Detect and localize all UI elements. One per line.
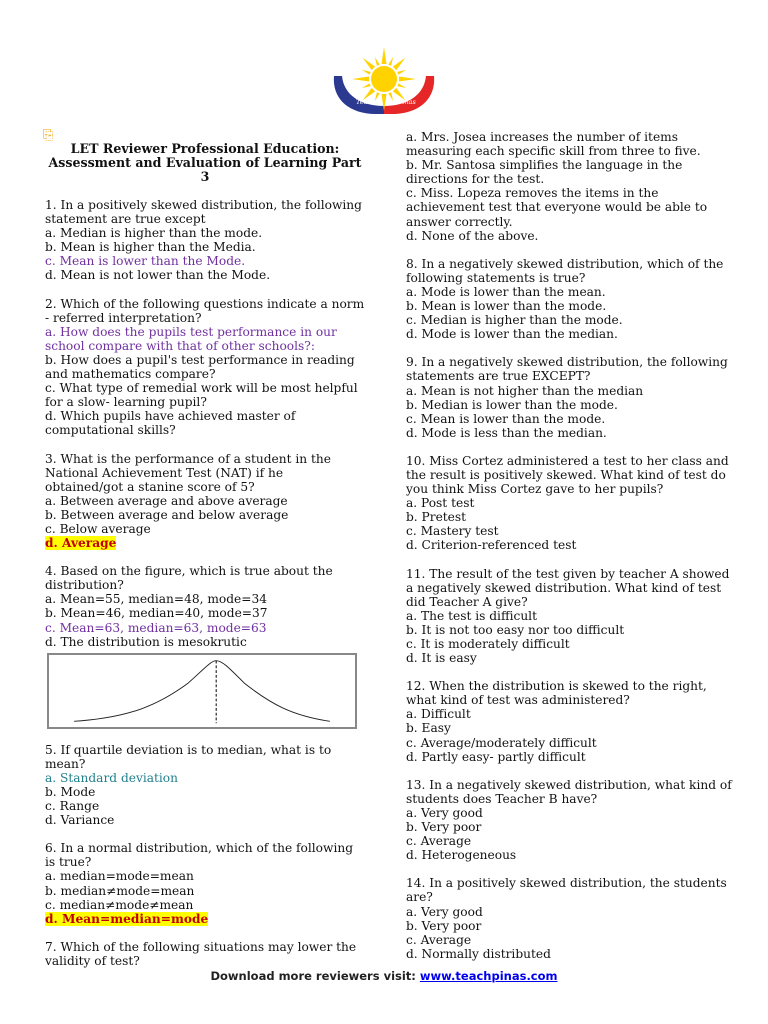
answer-option (45, 536, 365, 550)
normal-curve-icon (49, 655, 355, 727)
right-column (406, 130, 736, 975)
left-question-list (45, 198, 365, 968)
title-line-2: Assessment and Evaluation of Learning Part 3 (48, 155, 362, 184)
answer-option: d. Which pupils have achieved master of computational skills? (45, 409, 296, 438)
sun-logo-icon (326, 46, 442, 116)
answer-option: d. Variance (45, 813, 115, 828)
answer-option: d. Mode is lower than the median. (406, 327, 618, 342)
answer-option: a. How does the pupils test performance in our school compare with that of other schools?: (45, 324, 337, 353)
answer-option: b. It is not too easy nor too difficult (406, 622, 625, 637)
title-line-1: LET Reviewer Professional Education: (70, 141, 340, 156)
answer-option: a. Mrs. Josea increases the number of items measuring each specific skill from three to five. (406, 130, 701, 159)
answer-option: c. Mastery test (406, 524, 499, 539)
footer-link[interactable]: www.teachpinas.com (419, 969, 558, 983)
answer-option: c. Miss. Lopeza removes the items in the achievement test that everyone would be able to answer correctly. (406, 186, 708, 229)
question-block (406, 130, 736, 243)
question-block (45, 940, 365, 968)
question-text: 5. If quartile deviation is to median, what is to mean? (45, 742, 332, 771)
answer-option: c. Average (406, 932, 472, 947)
answer-option: b. Mr. Santosa simplifies the language in the directions for the test. (406, 158, 683, 187)
question-block (45, 743, 365, 828)
question-block (45, 297, 365, 438)
answer-option: a. Post test (406, 496, 475, 511)
bookmark-icon[interactable]: ⎘ (43, 128, 54, 143)
question-block (406, 876, 736, 961)
answer-option: a. Standard deviation (45, 770, 178, 785)
question-block (406, 567, 736, 666)
question-text: 4. Based on the figure, which is true about the distribution? (45, 564, 333, 593)
answer-option: a. Mean is not higher than the median (406, 383, 644, 398)
answer-option: a. Very good (406, 904, 483, 919)
answer-option: b. Very poor (406, 820, 482, 835)
philippine-sun-logo (326, 46, 442, 116)
footer-text: Download more reviewers visit: (210, 969, 420, 983)
question-block (45, 841, 365, 926)
question-text: 11. The result of the test given by teacher A showed a negatively skewed distribution. What kind of test did Teacher A give? (406, 566, 730, 609)
question-text: 8. In a negatively skewed distribution, which of the following statements is true? (406, 256, 724, 285)
question-text: 6. In a normal distribution, which of the following is true? (45, 841, 353, 870)
svg-text:Teach: Teach (356, 98, 376, 106)
answer-option: b. How does a pupil's test performance in reading and mathematics compare? (45, 352, 355, 382)
answer-option: b. Mean is lower than the mode. (406, 299, 607, 314)
question-text: 14. In a positively skewed distribution, the students are? (406, 876, 727, 905)
answer-option: c. Average (406, 834, 472, 849)
question-text: 1. In a positively skewed distribution, the following statement are true except (45, 198, 362, 227)
answer-option: a. Mode is lower than the mean. (406, 284, 606, 299)
distribution-figure (47, 653, 357, 729)
answer-option: d. Mean is not lower than the Mode. (45, 268, 271, 283)
answer-option: b. Very poor (406, 918, 482, 933)
question-block (406, 778, 736, 863)
answer-option: a. Between average and above average (45, 493, 288, 508)
answer-option: a. Very good (406, 805, 483, 820)
answer-option: c. What type of remedial work will be most helpful for a slow- learning pupil? (45, 381, 358, 410)
svg-text:Pinas: Pinas (398, 98, 416, 106)
answer-option: b. Easy (406, 721, 451, 736)
answer-option: d. It is easy (406, 651, 477, 666)
answer-option: d. Normally distributed (406, 946, 551, 961)
answer-option: a. Mean=55, median=48, mode=34 (45, 592, 267, 607)
answer-option: a. Median is higher than the mode. (45, 226, 263, 241)
question-text: 7. Which of the following situations may lower the validity of test? (45, 939, 357, 968)
question-text: 2. Which of the following questions indicate a norm - referred interpretation? (45, 296, 365, 325)
answer-option: c. It is moderately difficult (406, 637, 570, 651)
answer-option: c. Mean is lower than the Mode. (45, 254, 246, 269)
answer-highlight: d. Mean=median=mode (45, 911, 209, 926)
answer-option: d. Partly easy- partly difficult (406, 749, 586, 764)
answer-option: a. Difficult (406, 707, 471, 722)
answer-option: a. The test is difficult (406, 608, 537, 623)
question-text: 10. Miss Cortez administered a test to her class and the result is positively skewed. What kind of test do you think Miss Cortez gave to her pupils? (406, 453, 729, 497)
question-block (45, 564, 365, 649)
answer-option: c. Mean=63, median=63, mode=63 (45, 620, 267, 635)
answer-option: d. The distribution is mesokrutic (45, 634, 247, 649)
answer-option: b. Pretest (406, 510, 467, 525)
question-block (406, 679, 736, 764)
question-text: 9. In a negatively skewed distribution, the following statements are true EXCEPT? (406, 355, 728, 384)
page-title (45, 142, 365, 184)
answer-option: d. Heterogeneous (406, 848, 517, 863)
answer-option: d. Criterion-referenced test (406, 538, 577, 553)
left-column (45, 130, 365, 982)
question-block (406, 257, 736, 342)
answer-option: c. Range (45, 799, 100, 814)
question-block (406, 355, 736, 440)
answer-option: d. None of the above. (406, 228, 539, 243)
question-block (45, 452, 365, 551)
answer-option (45, 912, 365, 926)
answer-option: c. median≠mode≠mean (45, 897, 194, 912)
answer-option: b. Mean=46, median=40, mode=37 (45, 606, 268, 621)
answer-option: b. Median is lower than the mode. (406, 397, 618, 412)
answer-option: b. median≠mode=mean (45, 883, 195, 898)
question-text: 12. When the distribution is skewed to the right, what kind of test was administered? (406, 679, 707, 708)
question-text: 3. What is the performance of a student in the National Achievement Test (NAT) if he obtained/got a stanine score of 5? (45, 451, 331, 494)
question-block (406, 454, 736, 553)
answer-option: c. Average/moderately difficult (406, 735, 597, 750)
question-text: 13. In a negatively skewed distribution, what kind of students does Teacher B have? (406, 777, 732, 806)
answer-option: b. Mean is higher than the Media. (45, 240, 256, 255)
answer-option: b. Between average and below average (45, 507, 289, 522)
answer-option: b. Mode (45, 785, 96, 799)
answer-option: c. Median is higher than the mode. (406, 313, 623, 328)
question-block (45, 198, 365, 283)
footer (0, 969, 768, 983)
right-question-list (406, 130, 736, 961)
answer-option: c. Mean is lower than the mode. (406, 411, 606, 426)
answer-highlight: d. Average (45, 536, 117, 551)
answer-option: c. Below average (45, 521, 151, 536)
answer-option: a. median=mode=mean (45, 869, 194, 884)
answer-option: d. Mode is less than the median. (406, 425, 607, 440)
